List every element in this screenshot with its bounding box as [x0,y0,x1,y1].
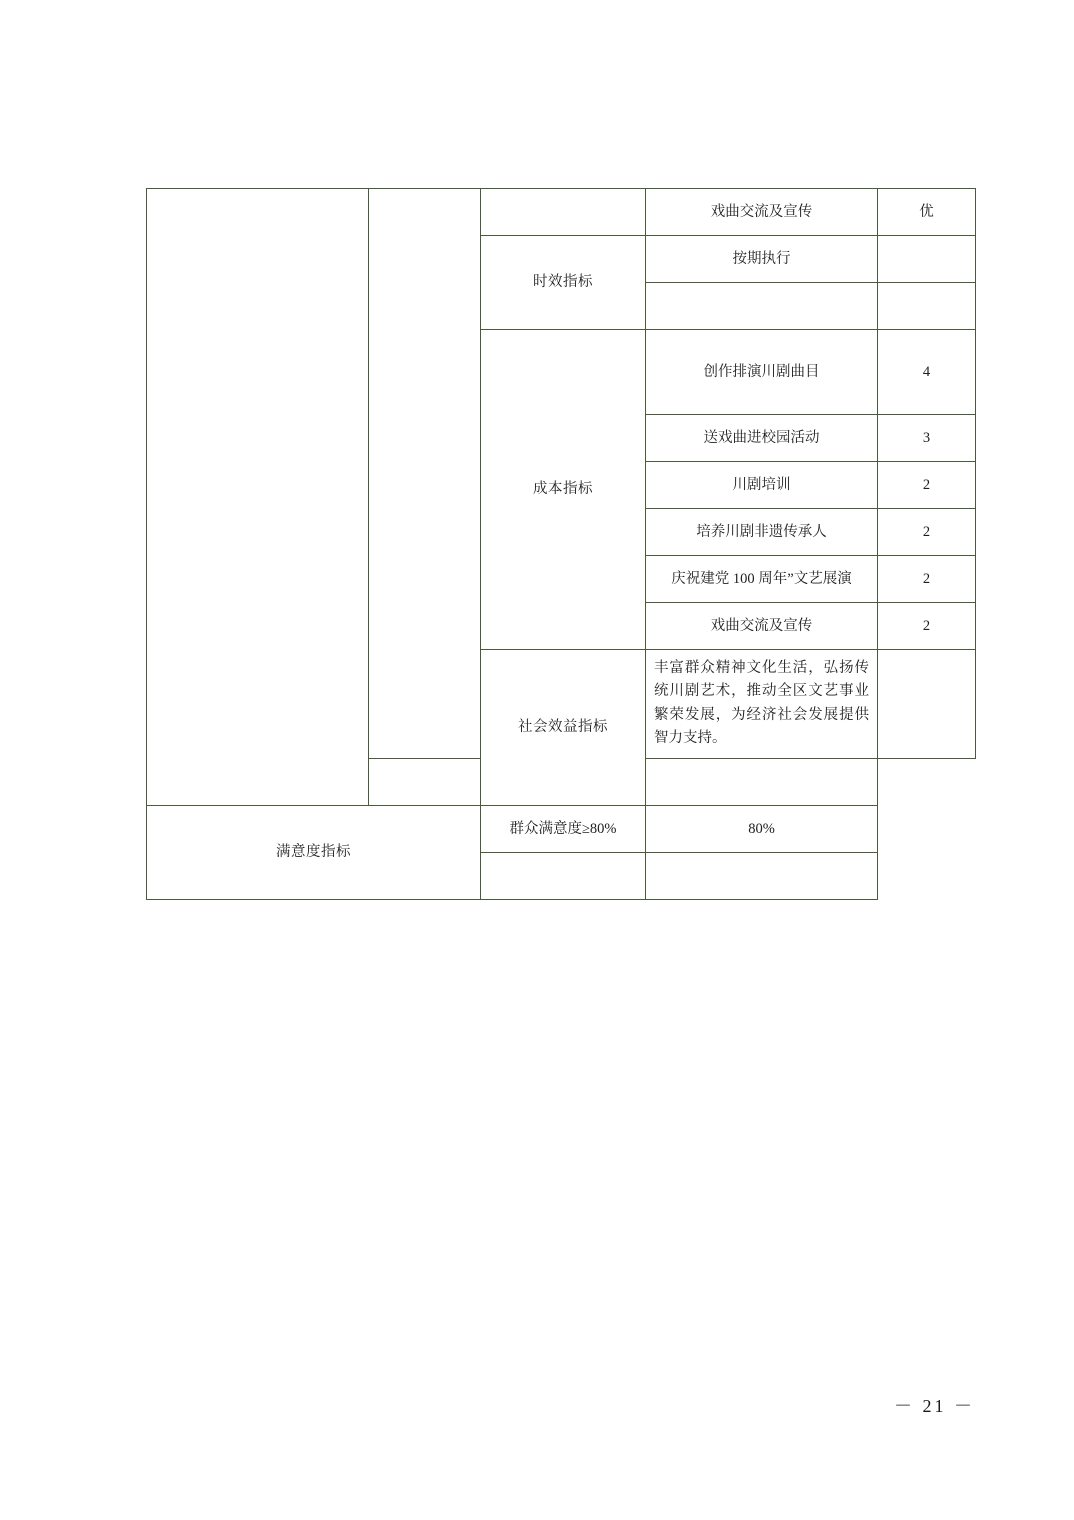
subcategory-cell-merged [369,189,481,759]
item-text: 群众满意度≥80% [509,820,617,837]
value-text: 2 [922,476,931,493]
item-cell [481,805,646,852]
value-cell [878,556,976,603]
value-cell [878,236,976,283]
indicator-cell-shehui [481,650,646,806]
item-cell [646,415,878,462]
value-text: 4 [922,363,931,380]
page-number: － 21 － [894,1396,975,1416]
value-cell [646,852,878,899]
item-text: 培养川剧非遗传承人 [696,523,827,540]
value-cell [878,189,976,236]
category-cell-merged [147,189,369,806]
item-cell [369,758,481,805]
item-text: 戏曲交流及宣传 [710,617,813,634]
item-cell [481,852,646,899]
value-text: 80% [748,820,775,837]
indicator-cell-blank [481,189,646,236]
item-text: 丰富群众精神文化生活，弘扬传统川剧艺术，推动全区文艺事业繁荣发展，为经济社会发展提供智力支持。 [654,660,869,747]
value-cell [646,805,878,852]
value-cell [878,603,976,650]
item-text: 创作排演川剧曲目 [703,363,820,380]
indicator-cell-chengben [481,330,646,650]
item-text: 庆祝建党 100 周年”文艺展演 [671,570,852,587]
item-cell [646,330,878,415]
value-cell [878,415,976,462]
indicator-label: 成本指标 [533,481,593,498]
value-text: 2 [922,570,931,587]
indicator-label: 时效指标 [533,274,593,291]
value-text: 2 [922,617,931,634]
value-cell [646,758,878,805]
item-cell [646,462,878,509]
item-text: 川剧培训 [732,476,791,493]
value-text: 2 [922,523,931,540]
item-text: 按期执行 [732,250,791,267]
table-row [147,189,976,236]
value-text: 3 [922,429,931,446]
indicator-label: 满意度指标 [276,844,351,861]
table-row [147,805,976,852]
item-cell [646,556,878,603]
value-cell [878,330,976,415]
value-cell [878,462,976,509]
item-cell [646,509,878,556]
item-text: 送戏曲进校园活动 [703,429,820,446]
item-cell [646,603,878,650]
item-cell [646,283,878,330]
performance-indicator-table [146,188,976,900]
indicator-cell-manyidu [147,805,481,899]
item-cell-paragraph [646,650,878,759]
value-cell [878,650,976,759]
indicator-cell-shixiao [481,236,646,330]
indicator-label: 社会效益指标 [518,719,608,736]
value-cell [878,509,976,556]
value-text: 优 [919,203,934,220]
item-text: 戏曲交流及宣传 [710,203,813,220]
value-cell [878,283,976,330]
item-cell [646,236,878,283]
item-cell [646,189,878,236]
